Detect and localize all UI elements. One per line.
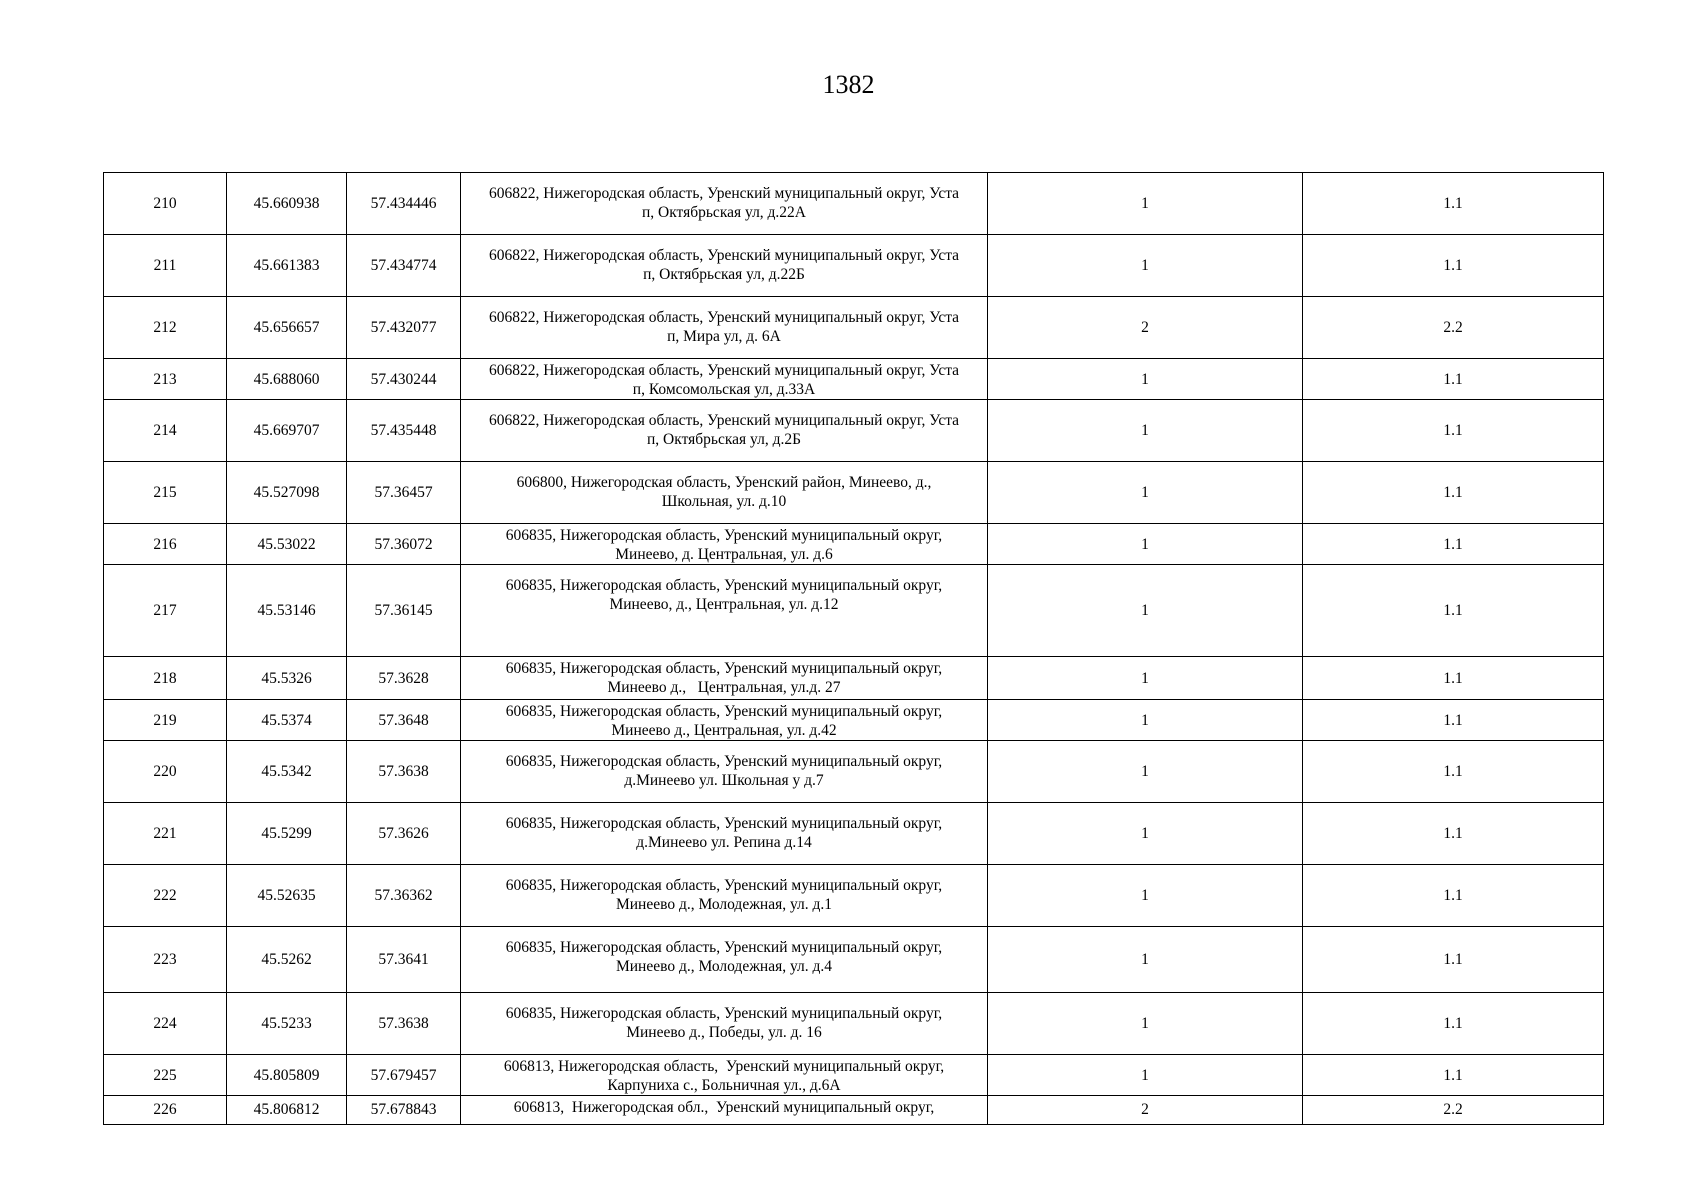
address-line-1: 606822, Нижегородская область, Уренский муниципальный округ, Уста [488, 185, 960, 202]
table-row [104, 359, 1604, 400]
address-cell [461, 865, 988, 927]
address-line-1: 606822, Нижегородская область, Уренский муниципальный округ, Уста [488, 309, 960, 326]
table-row [104, 993, 1604, 1055]
type-code-cell: 1.1 [1303, 993, 1604, 1055]
address-line-2: п, Комсомольская ул, д.33А [632, 381, 816, 398]
row-number-cell: 221 [104, 803, 227, 865]
type-code-cell: 1.1 [1303, 1055, 1604, 1096]
row-number-cell: 218 [104, 657, 227, 700]
address-cell [461, 462, 988, 524]
type-code-cell: 1.1 [1303, 565, 1604, 657]
type-code-cell: 2.2 [1303, 1096, 1604, 1125]
type-code-cell: 1.1 [1303, 741, 1604, 803]
longitude-cell: 57.435448 [347, 400, 461, 462]
type-code-cell: 1.1 [1303, 173, 1604, 235]
address-line-1: 606813, Нижегородская обл., Уренский муниципальный округ, [513, 1099, 935, 1116]
longitude-cell: 57.3638 [347, 993, 461, 1055]
latitude-cell: 45.805809 [227, 1055, 347, 1096]
address-line-1: 606835, Нижегородская область, Уренский муниципальный округ, [505, 527, 943, 544]
address-line-2: п, Мира ул, д. 6А [667, 328, 781, 345]
row-number-cell: 224 [104, 993, 227, 1055]
table-row [104, 1055, 1604, 1096]
longitude-cell: 57.36362 [347, 865, 461, 927]
row-number-cell: 222 [104, 865, 227, 927]
row-number-cell: 217 [104, 565, 227, 657]
address-line-1: 606835, Нижегородская область, Уренский муниципальный округ, [505, 1005, 943, 1022]
count-cell: 1 [988, 524, 1303, 565]
row-number-cell: 225 [104, 1055, 227, 1096]
count-cell: 1 [988, 927, 1303, 993]
latitude-cell: 45.688060 [227, 359, 347, 400]
count-cell: 1 [988, 565, 1303, 657]
address-line-1: 606835, Нижегородская область, Уренский муниципальный округ, [505, 753, 943, 770]
address-cell [461, 297, 988, 359]
count-cell: 1 [988, 359, 1303, 400]
address-cell [461, 657, 988, 700]
table-row [104, 927, 1604, 993]
count-cell: 2 [988, 297, 1303, 359]
address-line-1: 606822, Нижегородская область, Уренский муниципальный округ, Уста [488, 247, 960, 264]
address-cell [461, 359, 988, 400]
table-row [104, 803, 1604, 865]
count-cell: 1 [988, 803, 1303, 865]
row-number-cell: 216 [104, 524, 227, 565]
row-number-cell: 223 [104, 927, 227, 993]
latitude-cell: 45.5299 [227, 803, 347, 865]
count-cell: 1 [988, 741, 1303, 803]
longitude-cell: 57.432077 [347, 297, 461, 359]
latitude-cell: 45.806812 [227, 1096, 347, 1125]
address-line-2: Минеево д., Молодежная, ул. д.1 [615, 896, 833, 913]
type-code-cell: 1.1 [1303, 524, 1604, 565]
table-row [104, 400, 1604, 462]
address-cell [461, 565, 988, 657]
longitude-cell: 57.3648 [347, 700, 461, 741]
address-line-2: д.Минеево ул. Школьная у д.7 [624, 772, 824, 789]
longitude-cell: 57.3628 [347, 657, 461, 700]
address-line-1: 606813, Нижегородская область, Уренский муниципальный округ, [503, 1058, 945, 1075]
address-line-1: 606835, Нижегородская область, Уренский муниципальный округ, [505, 877, 943, 894]
address-line-2: Минеево д., Центральная, ул. д.42 [611, 722, 837, 739]
table-row [104, 700, 1604, 741]
address-line-2: Минеево, д., Центральная, ул. д.12 [609, 596, 839, 613]
type-code-cell: 1.1 [1303, 700, 1604, 741]
address-line-2: Карпуниха с., Больничная ул., д.6А [607, 1077, 841, 1094]
row-number-cell: 210 [104, 173, 227, 235]
type-code-cell: 1.1 [1303, 235, 1604, 297]
page-number: 1382 [822, 70, 875, 99]
row-number-cell: 213 [104, 359, 227, 400]
longitude-cell: 57.430244 [347, 359, 461, 400]
latitude-cell: 45.52635 [227, 865, 347, 927]
latitude-cell: 45.5262 [227, 927, 347, 993]
table-row [104, 741, 1604, 803]
address-line-1: 606835, Нижегородская область, Уренский муниципальный округ, [505, 660, 943, 677]
type-code-cell: 1.1 [1303, 803, 1604, 865]
address-cell [461, 993, 988, 1055]
type-code-cell: 1.1 [1303, 462, 1604, 524]
count-cell: 1 [988, 865, 1303, 927]
latitude-cell: 45.656657 [227, 297, 347, 359]
table-row [104, 173, 1604, 235]
address-line-1: 606822, Нижегородская область, Уренский муниципальный округ, Уста [488, 412, 960, 429]
row-number-cell: 211 [104, 235, 227, 297]
longitude-cell: 57.36145 [347, 565, 461, 657]
table-row [104, 235, 1604, 297]
address-line-2: п, Октябрьская ул, д.2Б [647, 431, 801, 448]
address-cell [461, 1055, 988, 1096]
longitude-cell: 57.434446 [347, 173, 461, 235]
address-cell [461, 700, 988, 741]
longitude-cell: 57.36457 [347, 462, 461, 524]
address-line-1: 606835, Нижегородская область, Уренский муниципальный округ, [505, 703, 943, 720]
latitude-cell: 45.660938 [227, 173, 347, 235]
latitude-cell: 45.661383 [227, 235, 347, 297]
registry-table [103, 172, 1604, 1125]
longitude-cell: 57.3638 [347, 741, 461, 803]
latitude-cell: 45.5326 [227, 657, 347, 700]
address-line-1: 606835, Нижегородская область, Уренский муниципальный округ, [505, 577, 943, 594]
address-cell [461, 1096, 988, 1125]
latitude-cell: 45.527098 [227, 462, 347, 524]
type-code-cell: 1.1 [1303, 865, 1604, 927]
table-row [104, 1096, 1604, 1125]
address-line-1: 606835, Нижегородская область, Уренский муниципальный округ, [505, 939, 943, 956]
table-row [104, 565, 1604, 657]
type-code-cell: 1.1 [1303, 400, 1604, 462]
type-code-cell: 2.2 [1303, 297, 1604, 359]
address-line-2: Минеево, д. Центральная, ул. д.6 [615, 546, 833, 563]
count-cell: 2 [988, 1096, 1303, 1125]
address-cell [461, 803, 988, 865]
table-body [104, 173, 1604, 1125]
row-number-cell: 226 [104, 1096, 227, 1125]
count-cell: 1 [988, 235, 1303, 297]
latitude-cell: 45.669707 [227, 400, 347, 462]
latitude-cell: 45.53022 [227, 524, 347, 565]
count-cell: 1 [988, 993, 1303, 1055]
table-row [104, 524, 1604, 565]
row-number-cell: 212 [104, 297, 227, 359]
address-cell [461, 927, 988, 993]
address-line-2: п, Октябрьская ул, д.22Б [643, 266, 805, 283]
latitude-cell: 45.5374 [227, 700, 347, 741]
address-line-1: 606800, Нижегородская область, Уренский район, Минеево, д., [516, 474, 932, 491]
table-row [104, 657, 1604, 700]
count-cell: 1 [988, 700, 1303, 741]
address-cell [461, 741, 988, 803]
address-line-2: п, Октябрьская ул, д.22А [641, 204, 807, 221]
address-line-1: 606822, Нижегородская область, Уренский муниципальный округ, Уста [488, 362, 960, 379]
longitude-cell: 57.434774 [347, 235, 461, 297]
row-number-cell: 214 [104, 400, 227, 462]
type-code-cell: 1.1 [1303, 359, 1604, 400]
address-line-2: Минеево д., Центральная, ул.д. 27 [607, 679, 841, 696]
table-row [104, 865, 1604, 927]
latitude-cell: 45.5233 [227, 993, 347, 1055]
count-cell: 1 [988, 400, 1303, 462]
type-code-cell: 1.1 [1303, 927, 1604, 993]
latitude-cell: 45.53146 [227, 565, 347, 657]
address-line-2: Минеево д., Молодежная, ул. д.4 [615, 958, 833, 975]
address-cell [461, 235, 988, 297]
table-row [104, 297, 1604, 359]
longitude-cell: 57.3641 [347, 927, 461, 993]
row-number-cell: 215 [104, 462, 227, 524]
table-row [104, 462, 1604, 524]
longitude-cell: 57.36072 [347, 524, 461, 565]
address-cell [461, 400, 988, 462]
count-cell: 1 [988, 173, 1303, 235]
address-line-1: 606835, Нижегородская область, Уренский муниципальный округ, [505, 815, 943, 832]
latitude-cell: 45.5342 [227, 741, 347, 803]
row-number-cell: 220 [104, 741, 227, 803]
longitude-cell: 57.679457 [347, 1055, 461, 1096]
row-number-cell: 219 [104, 700, 227, 741]
type-code-cell: 1.1 [1303, 657, 1604, 700]
address-cell [461, 173, 988, 235]
longitude-cell: 57.678843 [347, 1096, 461, 1125]
count-cell: 1 [988, 462, 1303, 524]
address-cell [461, 524, 988, 565]
count-cell: 1 [988, 657, 1303, 700]
longitude-cell: 57.3626 [347, 803, 461, 865]
count-cell: 1 [988, 1055, 1303, 1096]
address-line-2: д.Минеево ул. Репина д.14 [636, 834, 812, 851]
address-line-2: Школьная, ул. д.10 [661, 493, 787, 510]
address-line-2: Минеево д., Победы, ул. д. 16 [626, 1024, 822, 1041]
